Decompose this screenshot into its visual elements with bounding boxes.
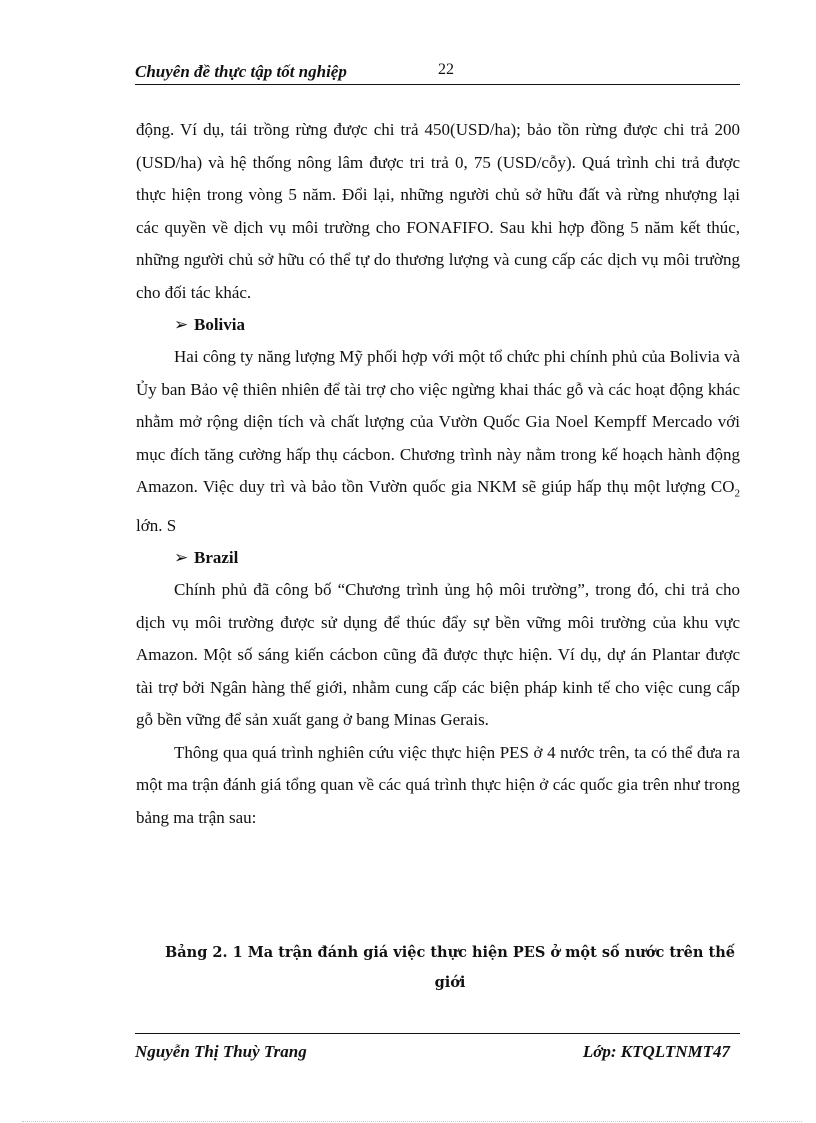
arrow-right-icon: ➢ <box>174 548 189 568</box>
footer-class: Lớp: KTQLTNMT47 <box>582 1042 730 1061</box>
header-title: Chuyên đề thực tập tốt nghiệp <box>135 62 347 81</box>
heading-brazil-label: Brazil <box>194 548 239 568</box>
page-number: 22 <box>438 61 454 78</box>
section-heading-bolivia <box>136 309 740 341</box>
paragraph-costa-rica-continued: động. Ví dụ, tái trồng rừng được chi trả 450(USD/ha); bảo tồn rừng được chi trả 200 (USD/ha) và hệ thống nông lâm được tri trả 0, 75 (USD/cỗy). Quá trình chi trả được thực hiện trong vòng 5 năm. Đổi lại, những người chủ sở hữu đất và rừng nhượng lại các quyền về dịch vụ môi trường cho FONAFIFO. Sau khi hợp đồng 5 năm kết thúc, những người chủ sở hữu có thể tự do thương lượng và cung cấp các dịch vụ môi trường cho đối tác khác. <box>136 120 740 302</box>
co2-subscript: 2 <box>734 487 740 500</box>
bolivia-text: Hai công ty năng lượng Mỹ phối hợp với một tổ chức phi chính phủ của Bolivia và Ủy ban Bảo vệ thiên nhiên để tài trợ cho việc ngừng khai thác gỗ và các hoạt động khác nhằm mở rộng diện tích và chất lượng của Vườn Quốc Gia Noel Kempff Mercado với mục đích tăng cường hấp thụ cácbon. Chương trình này nằm trong kế hoạch hành động Amazon. Việc duy trì và bảo tồn Vườn quốc gia NKM sẽ giúp hấp thụ một lượng CO <box>136 347 740 496</box>
paragraph-summary: Thông qua quá trình nghiên cứu việc thực hiện PES ở 4 nước trên, ta có thể đưa ra một ma trận đánh giá tổng quan về các quá trình thực hiện ở các quốc gia trên như trong bảng ma trận sau: <box>136 742 740 827</box>
bolivia-text-end: lớn. S <box>136 515 177 535</box>
document-body <box>136 114 740 834</box>
paragraph-bolivia <box>136 341 740 542</box>
paragraph-brazil: Chính phủ đã công bố “Chương trình ủng hộ môi trường”, trong đó, chi trả cho dịch vụ môi trường được sử dụng để thúc đẩy sự bền vững môi trường của khu vực Amazon. Một số sáng kiến cácbon cũng đã được thực hiện. Ví dụ, dự án Plantar được tài trợ bởi Ngân hàng thế giới, nhằm cung cấp các biện pháp kinh tế cho việc cung cấp gỗ bền vững để sản xuất gang ở bang Minas Gerais. <box>136 580 740 730</box>
footer-author: Nguyễn Thị Thuỳ Trang <box>135 1042 307 1061</box>
page-header <box>135 60 740 85</box>
section-heading-brazil <box>136 542 740 574</box>
table-caption: Bảng 2. 1 Ma trận đánh giá việc thực hiện PES ở một số nước trên thế giới <box>165 944 735 991</box>
page-bottom-divider <box>22 1121 802 1122</box>
heading-bolivia-label: Bolivia <box>194 315 246 334</box>
page-footer <box>135 1033 740 1064</box>
arrow-right-icon: ➢ <box>174 315 189 334</box>
